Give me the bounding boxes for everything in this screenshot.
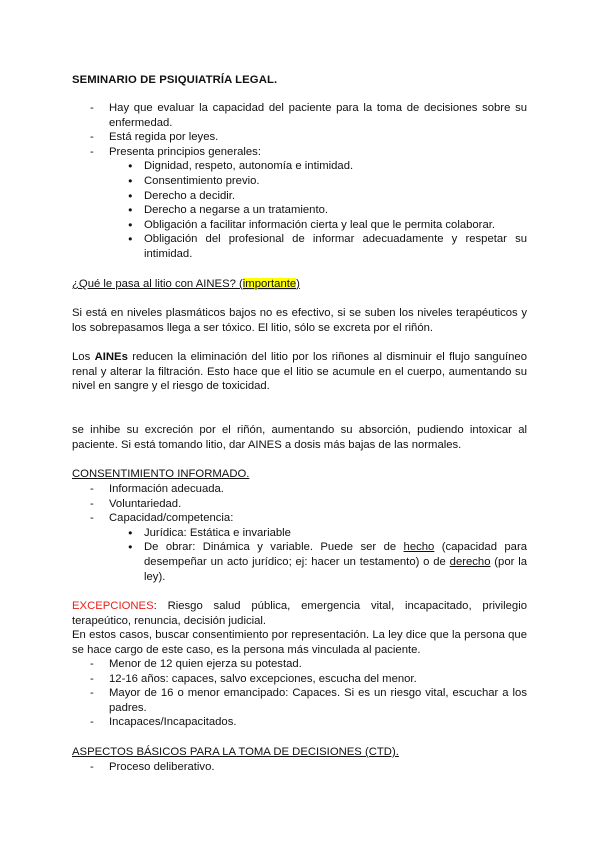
exceptions-paragraph: [72, 599, 527, 628]
derecho-term: derecho: [449, 555, 491, 568]
list-item: - Capacidad/competencia:: [72, 511, 527, 526]
consent-section: [72, 482, 527, 584]
hecho-term: hecho: [403, 541, 435, 554]
ctd-list: [72, 760, 527, 775]
list-item: ● Jurídica: Estática e invariable: [72, 526, 527, 541]
capacity-container: [72, 526, 527, 584]
principles-container: [72, 159, 527, 261]
list-item: ● Dignidad, respeto, autonomía e intimidad.: [72, 159, 527, 174]
list-item: - Está regida por leyes.: [72, 130, 527, 145]
page-title: SEMINARIO DE PSIQUIATRÍA LEGAL.: [72, 74, 278, 86]
list-item: ● Derecho a negarse a un tratamiento.: [72, 203, 527, 218]
lithium-question: [72, 277, 527, 292]
representation-paragraph: En estos casos, buscar consentimiento por representación. La ley dice que la persona que se hace cargo de este caso, es la persona más vinculada al paciente.: [72, 629, 527, 656]
question-text: ¿Qué le pasa al litio con AINES? (: [72, 278, 243, 290]
list-item: - Información adecuada.: [72, 482, 527, 497]
list-item: - Hay que evaluar la capacidad del paciente para la toma de decisiones sobre su enfermedad.: [72, 101, 527, 130]
paragraph: Si está en niveles plasmáticos bajos no es efectivo, si se suben los niveles terapéuticos y los sobrepasamos llega a ser tóxico. El litio, sólo se excreta por el riñón.: [72, 307, 527, 334]
list-item: - Mayor de 16 o menor emancipado: Capaces. Si es un riesgo vital, escuchar a los padres.: [72, 686, 527, 715]
ctd-heading: ASPECTOS BÁSICOS PARA LA TOMA DE DECISIONES (CTD).: [72, 746, 399, 758]
para-lead: Los: [72, 351, 95, 363]
list-item: - 12-16 años: capaces, salvo excepciones, escucha del menor.: [72, 672, 527, 687]
exceptions-label: EXCEPCIONES: [72, 600, 154, 612]
list-item: - Menor de 12 quien ejerza su potestad.: [72, 657, 527, 672]
important-highlight: importante: [242, 278, 297, 290]
list-item: ● Derecho a decidir.: [72, 189, 527, 204]
para-rest: reducen la eliminación del litio por los riñones al disminuir el flujo sanguíneo renal y alterar la filtración. Esto hace que el litio se acumule en el cuerpo, aumentando su nivel en sangre y el riesgo de toxicidad.: [72, 351, 527, 393]
obrar-text: De obrar: Dinámica y variable. Puede ser de: [144, 541, 404, 554]
list-item: ● Consentimiento previo.: [72, 174, 527, 189]
list-item: - Presenta principios generales:: [72, 145, 527, 160]
intro-section: [72, 101, 527, 262]
paragraph-aines: [72, 350, 527, 394]
exceptions-list: [72, 657, 527, 730]
list-item: [72, 540, 527, 584]
list-item: - Voluntariedad.: [72, 497, 527, 512]
obrar-text: (por la ley).: [144, 555, 527, 583]
obrar-text: (capacidad para desempeñar un acto jurídico; ej: hacer un testamento) o de: [144, 541, 528, 568]
question-close: ): [296, 278, 300, 290]
aines-term: AINEs: [94, 351, 128, 363]
list-item: - Proceso deliberativo.: [72, 760, 527, 775]
exceptions-text: : Riesgo salud pública, emergencia vital, incapacitado, privilegio terapeútico, renuncia, decisión judicial.: [72, 600, 527, 627]
list-item: ● Obligación a facilitar información cierta y leal que le permita colaborar.: [72, 218, 527, 233]
consent-heading: CONSENTIMIENTO INFORMADO.: [72, 468, 250, 480]
list-item: ● Obligación del profesional de informar adecuadamente y respetar su intimidad.: [72, 232, 527, 261]
list-item: - Incapaces/Incapacitados.: [72, 715, 527, 730]
paragraph: se inhibe su excreción por el riñón, aumentando su absorción, pudiendo intoxicar al paciente. Si está tomando litio, dar AINES a dosis más bajas de las normales.: [72, 424, 527, 451]
